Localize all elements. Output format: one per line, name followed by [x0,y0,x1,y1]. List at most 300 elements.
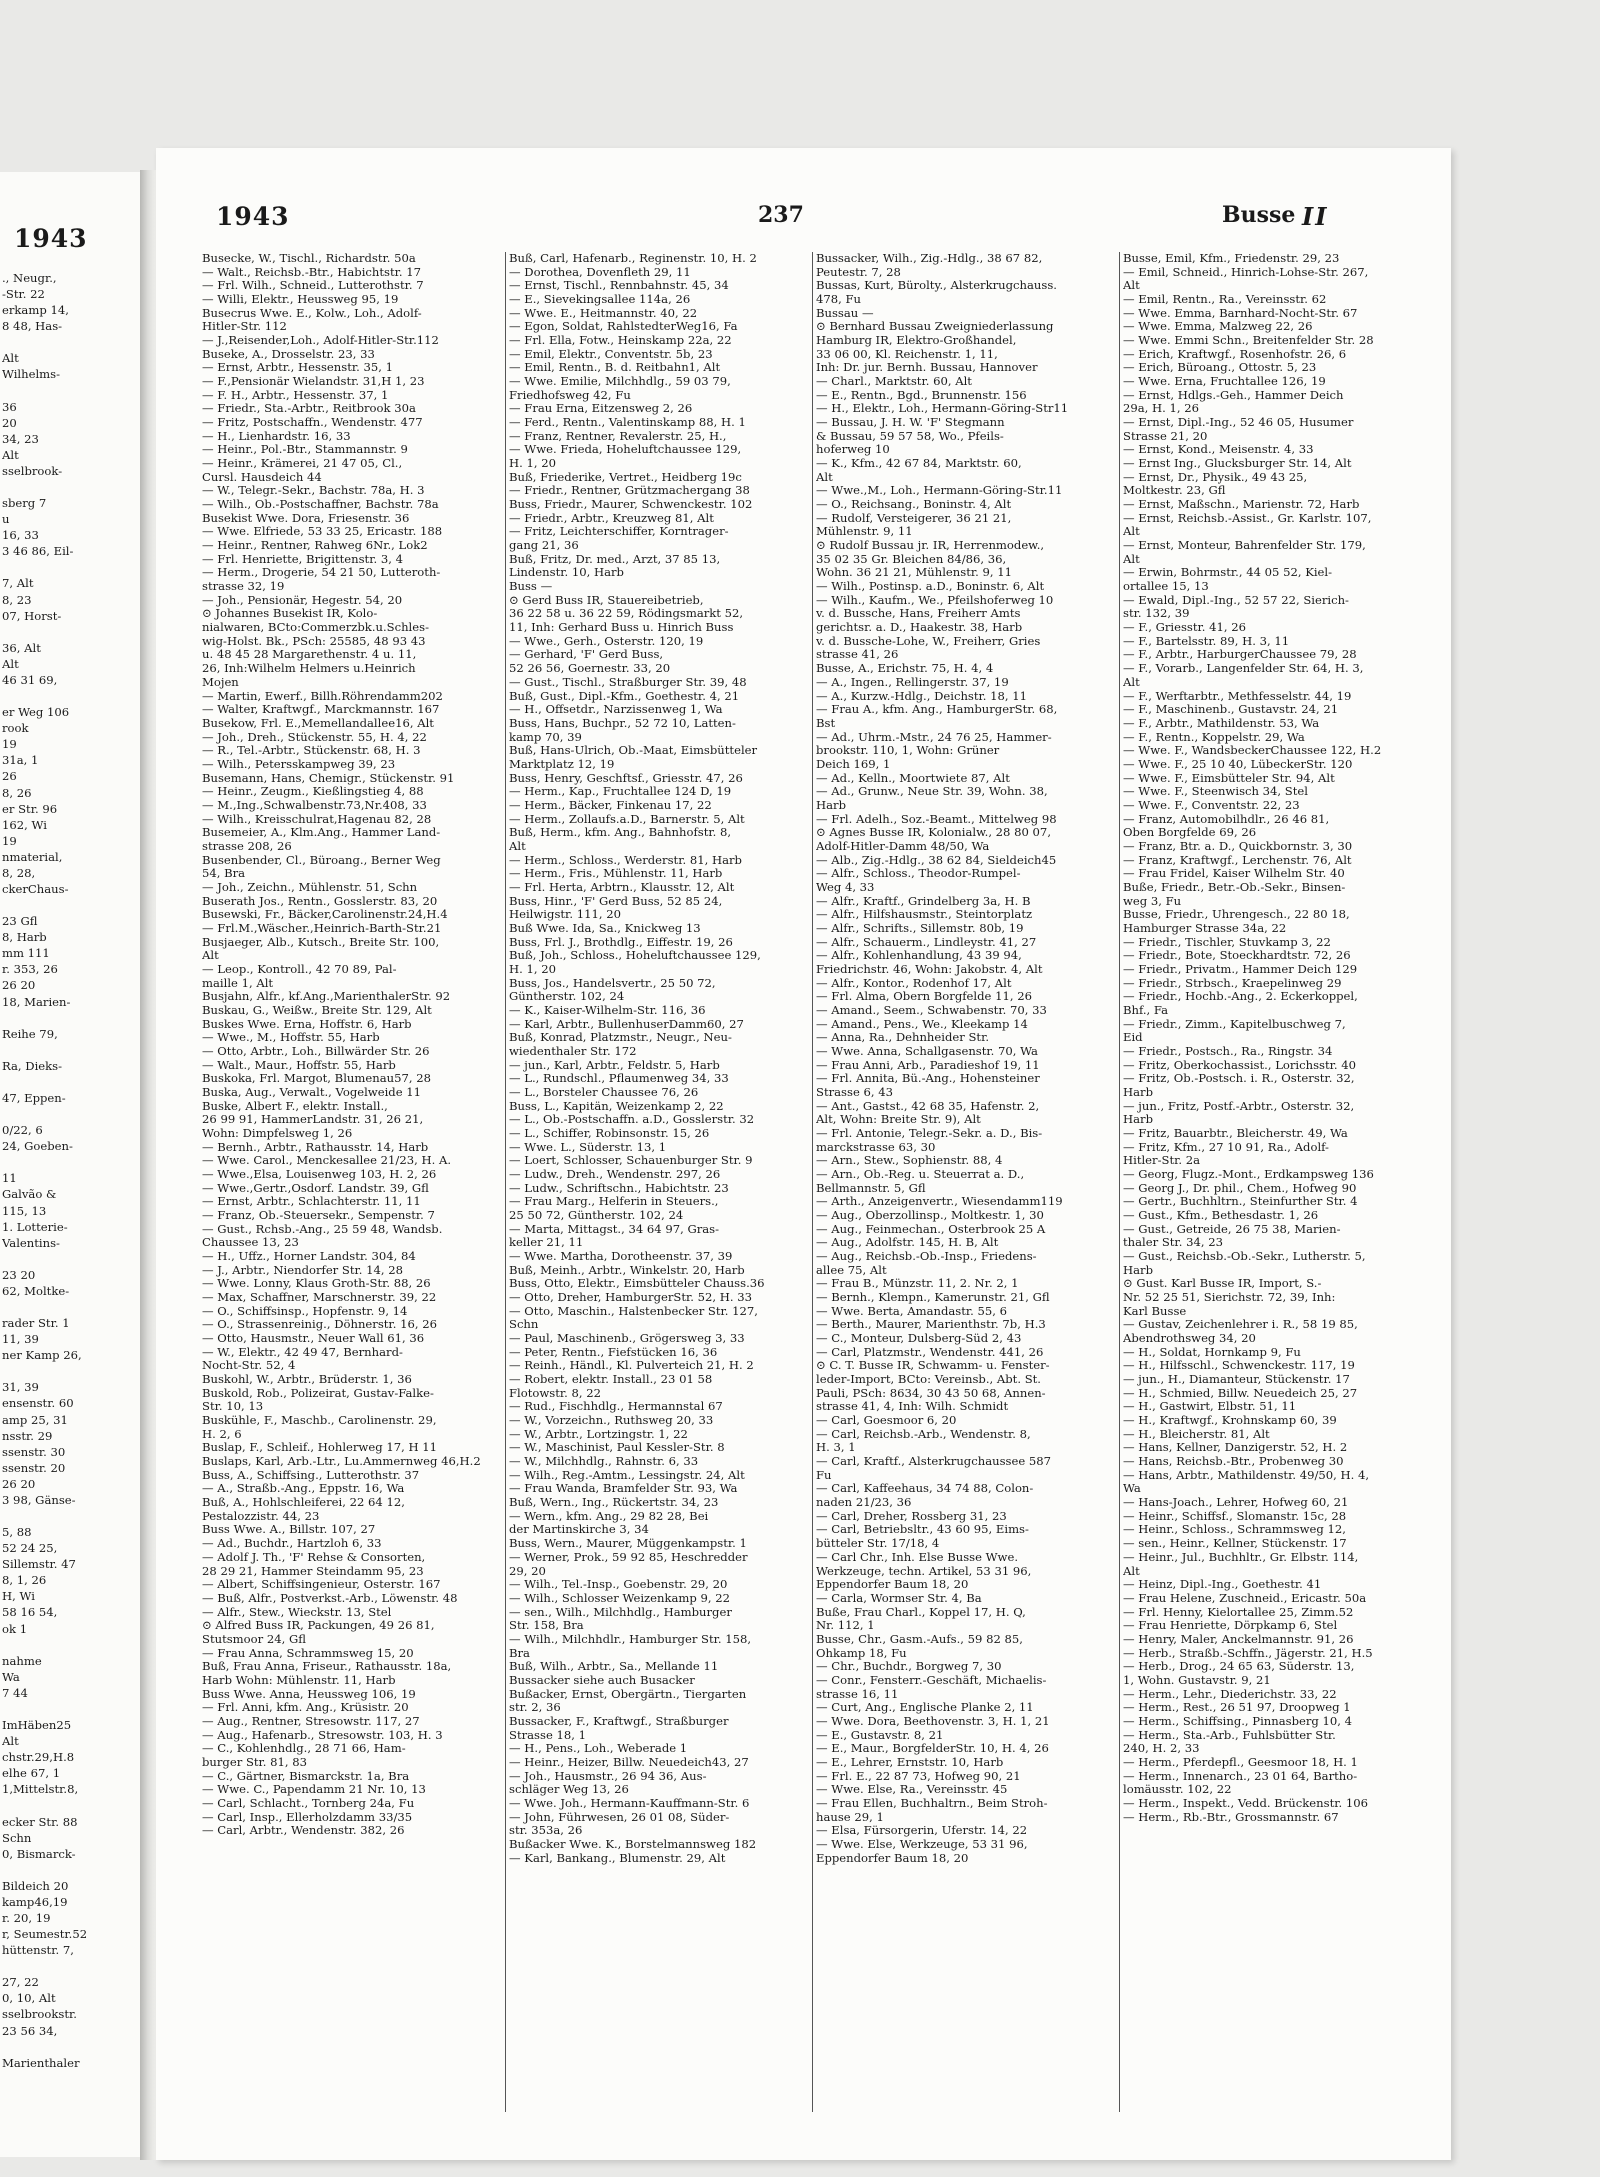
directory-entry: — Wilh., Kaufm., We., Pfeilshoferweg 10 [816,593,1054,607]
directory-entry: — Alb., Zig.-Hdlg., 38 62 84, Sieldeich45 [816,853,1057,867]
directory-entry: — Friedr., Rentner, Grützmachergang 38 [509,484,750,498]
directory-entry: — Carl, Platzmstr., Wendenstr. 441, 26 [816,1345,1044,1359]
directory-entry: — Frau Wanda, Bramfelder Str. 93, Wa [509,1482,738,1496]
directory-entry: — Herm., Rb.-Btr., Grossmannstr. 67 [1123,1810,1339,1824]
directory-entry: — Paul, Maschinenb., Grögersweg 3, 33 [509,1332,745,1346]
directory-entry: — Wwe. E., Heitmannstr. 40, 22 [509,306,698,320]
previous-page-line: 5, 88 [2,1525,32,1540]
directory-entry: — Karl, Bankang., Blumenstr. 29, Alt [509,1851,726,1865]
directory-entry: Buskold, Rob., Polizeirat, Gustav-Falke- [202,1386,434,1400]
directory-entry: — H., Pens., Loh., Weberade 1 [509,1742,688,1756]
directory-entry: Weg 4, 33 [816,880,875,894]
directory-entry: — Carl, Kraftf., Alsterkrugchaussee 587 [816,1455,1052,1469]
directory-entry: — Wwe. Martha, Dorotheenstr. 37, 39 [509,1250,733,1264]
directory-entry: — Franz, Rentner, Revalerstr. 25, H., [509,429,727,443]
directory-entry: Buss Wwe. A., Billstr. 107, 27 [202,1523,376,1537]
previous-page-line [2,897,138,913]
directory-entry: keller 21, 11 [509,1236,584,1250]
directory-entry: — John, Führwesen, 26 01 08, Süder- [509,1810,730,1824]
directory-entry: — Herm., Zollaufs.a.D., Barnerstr. 5, Alt [509,812,745,826]
directory-entry: — Max, Schaffner, Marschnerstr. 39, 22 [202,1291,437,1305]
directory-entry: Buska, Aug., Verwalt., Vogelweide 11 [202,1085,422,1099]
directory-entry: — W., Elektr., 42 49 47, Bernhard- [202,1345,403,1359]
directory-entry: Buß, Meinh., Arbtr., Winkelstr. 20, Harb [509,1263,745,1277]
previous-page-line: 16, 33 [2,528,39,543]
directory-entry: Alt [1123,675,1140,689]
previous-page-line: 52 24 25, [2,1541,58,1556]
directory-entry: — Gust., Rchsb.-Ang., 25 59 48, Wandsb. [202,1222,443,1236]
directory-entry: — Carla, Wormser Str. 4, Ba [816,1591,982,1605]
directory-entry: — Joh., Hausmstr., 26 94 36, Aus- [509,1769,707,1783]
directory-entry: Buß, A., Hohlschleiferei, 22 64 12, [202,1496,405,1510]
directory-entry: — Herm., Bäcker, Finkenau 17, 22 [509,798,712,812]
directory-entry: Str. 10, 13 [202,1400,264,1414]
directory-entry: Buß, Konrad, Platzmstr., Neugr., Neu- [509,1031,732,1045]
header-page-number: 237 [758,202,804,228]
previous-page-line: 47, Eppen- [2,1090,66,1105]
directory-entry: — Alfr., Kraftf., Grindelberg 3a, H. B [816,894,1031,908]
directory-entry: Stutsmoor 24, Gfl [202,1632,306,1646]
directory-entry: — F., Arbtr., Mathildenstr. 53, Wa [1123,716,1320,730]
directory-entry: — Franz, Btr. a. D., Quickbornstr. 3, 30 [1123,839,1353,853]
directory-entry: — Heinr., Pol.-Btr., Stammannstr. 9 [202,443,408,457]
previous-page-line: 0, 10, Alt [2,1991,56,2006]
directory-entry: — Gust., Reichsb.-Ob.-Sekr., Lutherstr. 5, [1123,1250,1366,1264]
directory-entry: — L., Borsteler Chaussee 76, 26 [509,1085,699,1099]
directory-entry: — H., Offsetdr., Narzissenweg 1, Wa [509,703,723,717]
previous-page-line: sberg 7 [2,496,47,511]
previous-page-line: 23 56 34, [2,2023,58,2038]
directory-entry: Buskohl, W., Arbtr., Brüderstr. 1, 36 [202,1373,412,1387]
directory-entry: str. 2, 36 [509,1701,561,1715]
directory-entry: — M.,Ing.,Schwalbenstr.73,Nr.408, 33 [202,798,427,812]
directory-entry: — J., Arbtr., Niendorfer Str. 14, 28 [202,1263,404,1277]
directory-entry: — Dorothea, Dovenfleth 29, 11 [509,265,691,279]
directory-entry: Bhf., Fa [1123,1003,1169,1017]
directory-entry: Buseke, A., Drosselstr. 23, 33 [202,347,375,361]
directory-entry: — Herm., Sta.-Arb., Fuhlsbütter Str. [1123,1728,1336,1742]
directory-entry: str. 132, 39 [1123,607,1190,621]
previous-page-line [2,1074,138,1090]
directory-entry: — Georg, Flugz.-Mont., Erdkampsweg 136 [1123,1168,1374,1182]
directory-entry: — Werner, Prok., 59 92 85, Heschredder [509,1550,748,1564]
directory-entry: Flotowstr. 8, 22 [509,1386,602,1400]
directory-entry: — Walter, Kraftwgf., Marckmannstr. 167 [202,703,440,717]
directory-entry: 240, H. 2, 33 [1123,1742,1200,1756]
directory-entry: — Friedr., Privatm., Hammer Deich 129 [1123,962,1358,976]
directory-entry: — Herb., Straßb.-Schffn., Jägerstr. 21, H.5 [1123,1646,1373,1660]
directory-entry: Buss, A., Schiffsing., Lutterothstr. 37 [202,1468,420,1482]
directory-entry: — L., Schiffer, Robinsonstr. 15, 26 [509,1127,710,1140]
directory-entry: ⊙ Johannes Busekist IR, Kolo- [202,607,378,621]
directory-entry: — E., Lehrer, Ernststr. 10, Harb [816,1755,1004,1769]
previous-page-line [2,1251,138,1267]
previous-page-line: Alt [2,447,19,462]
directory-entry: str. 353a, 26 [509,1824,583,1838]
directory-entry: Buß, Hans-Ulrich, Ob.-Maat, Eimsbütteler [509,744,758,758]
directory-entry: — Alfr., Hilfshausmstr., Steintorplatz [816,908,1033,922]
directory-entry: Buslap, F., Schleif., Hohlerweg 17, H 11 [202,1441,437,1455]
directory-entry: — A., Ingen., Rellingerstr. 37, 19 [816,675,1009,689]
directory-entry: Ohkamp 18, Fu [816,1646,907,1660]
directory-entry: u. 48 45 28 Margarethenstr. 4 u. 11, [202,648,417,662]
directory-entry: — Heinr., Schloss., Schrammsweg 12, [1123,1523,1346,1537]
directory-entry: — Alfr., Stew., Wieckstr. 13, Stel [202,1605,392,1619]
directory-entry: Buskühle, F., Maschb., Carolinenstr. 29, [202,1414,437,1428]
previous-page-line: 3 98, Gänse- [2,1492,76,1507]
previous-page-line [2,1154,138,1170]
directory-entry: — Friedr., Hochb.-Ang., 2. Eckerkoppel, [1123,990,1358,1004]
directory-entry: — Wwe. Emma, Barnhard-Nocht-Str. 67 [1123,306,1358,320]
previous-page-line: 11 [2,1171,17,1186]
directory-columns [202,252,1428,2112]
directory-entry: 29a, H. 1, 26 [1123,402,1200,416]
directory-entry: — Fritz, Bauarbtr., Bleicherstr. 49, Wa [1123,1127,1348,1140]
directory-entry: Marktplatz 12, 19 [509,757,615,771]
directory-entry: Buss, Wern., Maurer, Müggenkampstr. 1 [509,1537,747,1551]
directory-entry: Hitler-Str. 2a [1123,1154,1201,1168]
directory-entry: — Egon, Soldat, RahlstedterWeg16, Fa [509,320,738,334]
page-header [156,202,1451,242]
directory-entry: 11, Inh: Gerhard Buss u. Hinrich Buss [509,621,734,635]
directory-entry: — H., Lienhardstr. 16, 33 [202,429,351,443]
previous-page-line: 7 44 [2,1685,28,1700]
directory-entry: — Henry, Maler, Anckelmannstr. 91, 26 [1123,1632,1354,1646]
directory-entry: — Friedr., Tischler, Stuvkamp 3, 22 [1123,935,1331,949]
directory-entry: Oben Borgfelde 69, 26 [1123,826,1257,840]
directory-entry: — Frl.M.,Wäscher.,Heinrich-Barth-Str.21 [202,921,442,935]
directory-entry: — Ernst, Monteur, Bahrenfelder Str. 179, [1123,539,1366,553]
directory-entry: Bra [509,1646,530,1660]
directory-entry: — Wwe. Erna, Fruchtallee 126, 19 [1123,375,1326,389]
directory-entry: Alt [1123,525,1140,539]
directory-entry: — E., Gustavstr. 8, 21 [816,1728,944,1742]
directory-entry: marckstrasse 63, 30 [816,1140,936,1154]
directory-entry: Buss, Henry, Geschftsf., Griesstr. 47, 26 [509,771,743,785]
directory-entry: — Loert, Schlosser, Schauenburger Str. 9 [509,1154,753,1168]
previous-page-line: Wa [2,1669,20,1684]
directory-entry: Nr. 112, 1 [816,1619,875,1633]
directory-entry: Busemeier, A., Klm.Ang., Hammer Land- [202,826,441,840]
directory-entry: — Frl. Alma, Obern Borgfelde 11, 26 [816,990,1032,1004]
directory-entry: — Ernst, Arbtr., Hessenstr. 35, 1 [202,361,393,375]
directory-entry: Buss, Friedr., Maurer, Schwenckestr. 102 [509,498,753,512]
previous-page-line [2,479,138,495]
directory-entry: 29, 20 [509,1564,546,1578]
previous-page-line: mm 111 [2,946,50,961]
previous-page-line: r, Seumestr.52 [2,1927,88,1942]
directory-entry: Buß, Frau Anna, Friseur., Rathausstr. 18a, [202,1660,452,1674]
directory-entry: 54, Bra [202,867,246,881]
directory-entry: — Heinr., Schiffsf., Slomanstr. 15c, 28 [1123,1509,1347,1523]
directory-entry: — Amand., Pens., We., Kleekamp 14 [816,1017,1028,1031]
previous-page-line: 31a, 1 [2,753,39,768]
directory-entry: Bellmannstr. 5, Gfl [816,1181,926,1195]
directory-entry: gang 21, 36 [509,539,579,553]
previous-page-line: 0, Bismarck- [2,1846,76,1861]
directory-entry: — Carl, Arbtr., Wendenstr. 382, 26 [202,1824,405,1838]
previous-page-line: 8, 28, [2,865,36,880]
previous-page-line: u [2,512,10,527]
directory-entry: — Herm., Inspekt., Vedd. Brückenstr. 106 [1123,1796,1368,1810]
directory-entry: Buss, Hinr., 'F' Gerd Buss, 52 85 24, [509,894,723,908]
directory-entry: naden 21/23, 36 [816,1496,912,1510]
directory-entry: ⊙ Alfred Buss IR, Packungen, 49 26 81, [202,1619,435,1633]
directory-entry: 478, Fu [816,293,862,307]
directory-entry: — Carl Chr., Inh. Else Busse Wwe. [816,1550,1019,1564]
directory-entry: — Aug., Feinmechan., Osterbrook 25 A [816,1222,1046,1236]
directory-entry: — Wilh., Reg.-Amtm., Lessingstr. 24, Alt [509,1468,745,1482]
directory-entry: — Heinr., Heizer, Billw. Neuedeich43, 27 [509,1755,749,1769]
directory-entry: — Walt., Reichsb.-Btr., Habichtstr. 17 [202,265,422,279]
directory-entry: — Heinr., Krämerei, 21 47 05, Cl., [202,457,403,471]
previous-page-line: ner Kamp 26, [2,1348,82,1363]
directory-entry: Buße, Frau Charl., Koppel 17, H. Q, [816,1605,1026,1619]
directory-entry: ⊙ Rudolf Bussau jr. IR, Herrenmodew., [816,539,1045,553]
directory-entry: — H., Elektr., Loh., Hermann-Göring-Str11 [816,402,1069,416]
directory-entry: — Frl. Henriette, Brigittenstr. 3, 4 [202,552,403,566]
directory-entry: — Wwe. Dora, Beethovenstr. 3, H. 1, 21 [816,1714,1050,1728]
directory-entry: — Frau Fridel, Kaiser Wilhelm Str. 40 [1123,867,1345,881]
directory-entry: Friedhofsweg 42, Fu [509,388,631,402]
previous-page-line: 58 16 54, [2,1605,58,1620]
directory-entry: Strasse 18, 1 [509,1728,587,1742]
directory-entry: Bußacker, Ernst, Obergärtn., Tiergarten [509,1687,747,1701]
directory-entry: Heilwigstr. 111, 20 [509,908,621,922]
directory-entry: — C., Kohlenhdlg., 28 71 66, Ham- [202,1742,406,1756]
directory-entry: — jun., Karl, Arbtr., Feldstr. 5, Harb [509,1058,720,1072]
directory-entry: — E., Maur., BorgfelderStr. 10, H. 4, 26 [816,1742,1049,1756]
directory-entry: — Amand., Seem., Schwabenstr. 70, 33 [816,1003,1047,1017]
directory-entry: — Ernst, Tischl., Rennbahnstr. 45, 34 [509,279,729,293]
directory-entry: Bussas, Kurt, Bürolty., Alsterkrugchauss. [816,279,1057,293]
directory-entry: — Ant., Gastst., 42 68 35, Hafenstr. 2, [816,1099,1040,1113]
directory-entry: Buß, Wern., Ing., Rückertstr. 34, 23 [509,1496,719,1510]
column-4 [1123,252,1423,2112]
previous-page-line: 115, 13 [2,1203,47,1218]
directory-entry: — Herm., Kap., Fruchtallee 124 D, 19 [509,785,732,799]
directory-entry: — Herm., Schiffsing., Pinnasberg 10, 4 [1123,1714,1353,1728]
directory-entry: Eppendorfer Baum 18, 20 [816,1578,969,1592]
directory-entry: — H., Uffz., Horner Landstr. 304, 84 [202,1250,416,1264]
directory-entry: 52 26 56, Goernestr. 33, 20 [509,662,671,676]
directory-entry: Harb [1123,1113,1153,1127]
previous-page-line: Alt [2,351,19,366]
directory-entry: brookstr. 110, 1, Wohn: Grüner [816,744,1000,758]
directory-entry: wig-Holst. Bk., PSch: 25585, 48 93 43 [202,634,426,648]
previous-page-line: sselbrook- [2,463,63,478]
previous-page-text [2,270,138,2071]
previous-page-line [2,2039,138,2055]
directory-entry: — Otto, Dreher, HamburgerStr. 52, H. 33 [509,1291,752,1305]
directory-entry: — Frau A., kfm. Ang., HamburgerStr. 68, [816,703,1058,717]
directory-entry: — Fritz, Ob.-Postsch. i. R., Osterstr. 32, [1123,1072,1355,1086]
directory-entry: — sen., Heinr., Kellner, Stückenstr. 17 [1123,1537,1347,1551]
directory-entry: Busecke, W., Tischl., Richardstr. 50a [202,252,416,265]
directory-entry: — Heinz, Dipl.-Ing., Goethestr. 41 [1123,1578,1322,1592]
directory-entry: — Wwe.,M., Loh., Hermann-Göring-Str.11 [816,484,1063,498]
directory-entry: Buss, Jos., Handelsvertr., 25 50 72, [509,976,716,990]
directory-entry: hause 29, 1 [816,1810,884,1824]
previous-page-line: 8, 23 [2,592,32,607]
directory-entry: — Erich, Büroang., Ottostr. 5, 23 [1123,361,1317,375]
column-rule [812,252,813,2112]
directory-entry: H. 2, 6 [202,1427,242,1441]
directory-entry: — Ad., Buchdr., Hartzloh 6, 33 [202,1537,382,1551]
previous-page-line: Wilhelms- [2,367,61,382]
directory-entry: — Herm., Drogerie, 54 21 50, Lutteroth- [202,566,441,580]
directory-entry: burger Str. 81, 83 [202,1755,308,1769]
directory-entry: hoferweg 10 [816,443,890,457]
previous-page-line: elhe 67, 1 [2,1766,61,1781]
previous-page-line: 8, Harb [2,930,47,945]
column-3 [816,252,1116,2112]
directory-entry: — Alfr., Schauerm., Lindleystr. 41, 27 [816,935,1037,949]
directory-entry: — Marta, Mittagst., 34 64 97, Gras- [509,1222,720,1236]
previous-page-line: 26 [2,769,17,784]
directory-entry: Alt [816,470,833,484]
directory-entry: — Wwe. Lonny, Klaus Groth-Str. 88, 26 [202,1277,431,1291]
directory-entry: ⊙ Gust. Karl Busse IR, Import, S.- [1123,1277,1322,1291]
directory-entry: — C., Gärtner, Bismarckstr. 1a, Bra [202,1769,410,1783]
directory-entry: — K., Kaiser-Wilhelm-Str. 116, 36 [509,1003,706,1017]
previous-page-line: H, Wi [2,1589,35,1604]
previous-page-line: Valentins- [2,1235,60,1250]
previous-page-line: 1,Mittelstr.8, [2,1782,79,1797]
directory-entry: Buskoka, Frl. Margot, Blumenau57, 28 [202,1072,431,1086]
directory-entry: — Ernst, Dipl.-Ing., 52 46 05, Husumer [1123,416,1354,430]
directory-entry: — Arth., Anzeigenvertr., Wiesendamm119 [816,1195,1063,1209]
directory-entry: Buß, Joh., Schloss., Hoheluftchaussee 129, [509,949,761,963]
directory-entry: — Frl. Herta, Arbtrn., Klausstr. 12, Alt [509,880,735,894]
directory-entry: — Wwe. Elfriede, 53 33 25, Ericastr. 188 [202,525,443,539]
previous-page-line: 3 46 86, Eil- [2,544,74,559]
directory-entry: — Joh., Pensionär, Hegestr. 54, 20 [202,593,403,607]
directory-entry: 33 06 00, Kl. Reichenstr. 1, 11, [816,347,998,361]
directory-entry: 25 50 72, Güntherstr. 102, 24 [509,1209,684,1223]
directory-entry: — Wwe. Else, Werkzeuge, 53 31 96, [816,1837,1028,1851]
directory-entry: — Wwe. Carol., Menckesallee 21/23, H. A. [202,1154,452,1168]
directory-entry: H. 1, 20 [509,457,556,471]
directory-entry: — Carl, Goesmoor 6, 20 [816,1414,957,1428]
directory-entry: Alt [1123,1564,1140,1578]
previous-page-line: 36 [2,399,17,414]
directory-entry: — F., Arbtr., HarburgerChaussee 79, 28 [1123,648,1357,662]
directory-entry: strasse 32, 19 [202,580,285,594]
directory-entry: — Wwe. F., Steenwisch 34, Stel [1123,785,1308,799]
directory-entry: Buß, Wilh., Arbtr., Sa., Mellande 11 [509,1660,719,1674]
directory-entry: — W., Arbtr., Lortzingstr. 1, 22 [509,1427,688,1441]
directory-entry: — Heinr., Zeugm., Kießlingstieg 4, 88 [202,785,424,799]
directory-entry: — Martin, Ewerf., Billh.Röhrendamm202 [202,689,443,703]
previous-page-line: 31, 39 [2,1380,39,1395]
directory-entry: — Rud., Fischhdlg., Hermannstal 67 [509,1400,723,1414]
directory-entry: — W., Maschinist, Paul Kessler-Str. 8 [509,1441,725,1455]
directory-entry: allee 75, Alt [816,1263,887,1277]
directory-entry: nialwaren, BCto:Commerzbk.u.Schles- [202,621,429,635]
directory-entry: wiedenthaler Str. 172 [509,1044,637,1058]
directory-entry: Hamburger Strasse 34a, 22 [1123,921,1287,935]
directory-entry: — Frau Marg., Helferin in Steuers., [509,1195,719,1209]
directory-entry: — Hans-Joach., Lehrer, Hofweg 60, 21 [1123,1496,1349,1510]
directory-entry: Nr. 52 25 51, Sierichstr. 72, 39, Inh: [1123,1291,1336,1305]
previous-page-line: 36, Alt [2,640,41,655]
directory-entry: Lindenstr. 10, Harb [509,566,624,580]
directory-entry: — W., Vorzeichn., Ruthsweg 20, 33 [509,1414,714,1428]
directory-entry: strasse 16, 11 [816,1687,899,1701]
directory-entry: — Friedr., Postsch., Ra., Ringstr. 34 [1123,1044,1333,1058]
directory-entry: — Gust., Tischl., Straßburger Str. 39, 48 [509,675,747,689]
directory-entry: — H., Hilfsschl., Schwenckestr. 117, 19 [1123,1359,1355,1373]
directory-entry: — Heinr., Rentner, Rahweg 6Nr., Lok2 [202,539,428,553]
previous-page-line: kamp46,19 [2,1894,68,1909]
previous-page-line: 19 [2,737,17,752]
directory-entry: — Karl, Arbtr., BullenhuserDamm60, 27 [509,1017,744,1031]
previous-page-line [2,1106,138,1122]
directory-entry: — F., Vorarb., Langenfelder Str. 64, H. 3, [1123,662,1364,676]
directory-entry: — Wilh., Petersskampweg 39, 23 [202,757,396,771]
directory-entry: — F., Bartelsstr. 89, H. 3, 11 [1123,634,1290,648]
directory-entry: — H., Schmied, Billw. Neuedeich 25, 27 [1123,1386,1358,1400]
directory-entry: — Peter, Rentn., Fiefstücken 16, 36 [509,1345,718,1359]
directory-entry: leder-Import, BCto: Vereinsb., Abt. St. [816,1373,1041,1387]
directory-entry: — Frl. Adelh., Soz.-Beamt., Mittelweg 98 [816,812,1057,826]
directory-entry: weg 3, Fu [1123,894,1182,908]
header-running-name: Busse [1222,202,1296,228]
directory-entry: — Friedr., Zimm., Kapitelbuschweg 7, [1123,1017,1346,1031]
directory-entry: Bussau — [816,306,874,320]
previous-page [0,172,141,2157]
directory-entry: — jun., H., Diamanteur, Stückenstr. 17 [1123,1373,1350,1387]
directory-entry: — Albert, Schiffsingenieur, Osterstr. 167 [202,1578,441,1592]
previous-page-line: hüttenstr. 7, [2,1943,74,1958]
directory-entry: — Emil, Schneid., Hinrich-Lohse-Str. 267, [1123,265,1369,279]
previous-page-line [2,1637,138,1653]
directory-entry: — Charl., Marktstr. 60, Alt [816,375,972,389]
directory-entry: — Robert, elektr. Install., 23 01 58 [509,1373,713,1387]
directory-entry: — Herm., Innenarch., 23 01 64, Bartho- [1123,1769,1358,1783]
directory-entry: — Aug., Rentner, Stresowstr. 117, 27 [202,1714,420,1728]
directory-entry: — Wwe. Emilie, Milchhdlg., 59 03 79, [509,375,731,389]
directory-entry: Alt, Wohn: Breite Str. 9), Alt [816,1113,981,1127]
column-2 [509,252,809,2112]
directory-entry: Chaussee 13, 23 [202,1236,299,1250]
directory-entry: Peutestr. 7, 28 [816,265,901,279]
directory-entry: — Erich, Kraftwgf., Rosenhofstr. 26, 6 [1123,347,1347,361]
directory-entry: — J.,Reisender,Loh., Adolf-Hitler-Str.112 [202,334,439,348]
directory-entry: — Wwe. F., Conventstr. 22, 23 [1123,798,1300,812]
previous-page-line: 23 Gfl [2,914,38,929]
previous-page-line: 0/22, 6 [2,1123,43,1138]
directory-entry: — Wwe. Frieda, Hoheluftchaussee 129, [509,443,742,457]
directory-entry: — Wilh., Milchhdlr., Hamburger Str. 158, [509,1632,752,1646]
book-gutter [140,170,156,2160]
directory-entry: — Ad., Kelln., Moortwiete 87, Alt [816,771,1010,785]
directory-entry: — Herm., Schloss., Werderstr. 81, Harb [509,853,742,867]
directory-entry: Eppendorfer Baum 18, 20 [816,1851,969,1865]
directory-entry: — Aug., Oberzollinsp., Moltkestr. 1, 30 [816,1209,1044,1223]
directory-entry: — Reinh., Händl., Kl. Pulverteich 21, H. 2 [509,1359,754,1373]
directory-entry: — W., Milchhdlg., Rahnstr. 6, 33 [509,1455,699,1469]
directory-entry: Hitler-Str. 112 [202,320,287,334]
directory-entry: — Gust., Kfm., Bethesdastr. 1, 26 [1123,1209,1319,1223]
column-1 [202,252,502,2112]
directory-entry: — Willi, Elektr., Heussweg 95, 19 [202,293,399,307]
directory-entry: — Carl, Schlacht., Tornberg 24a, Fu [202,1796,415,1810]
directory-entry: Str. 158, Bra [509,1619,584,1633]
previous-page-line: 11, 39 [2,1332,39,1347]
directory-entry: — Frl. Annita, Bü.-Ang., Hohensteiner [816,1072,1040,1086]
